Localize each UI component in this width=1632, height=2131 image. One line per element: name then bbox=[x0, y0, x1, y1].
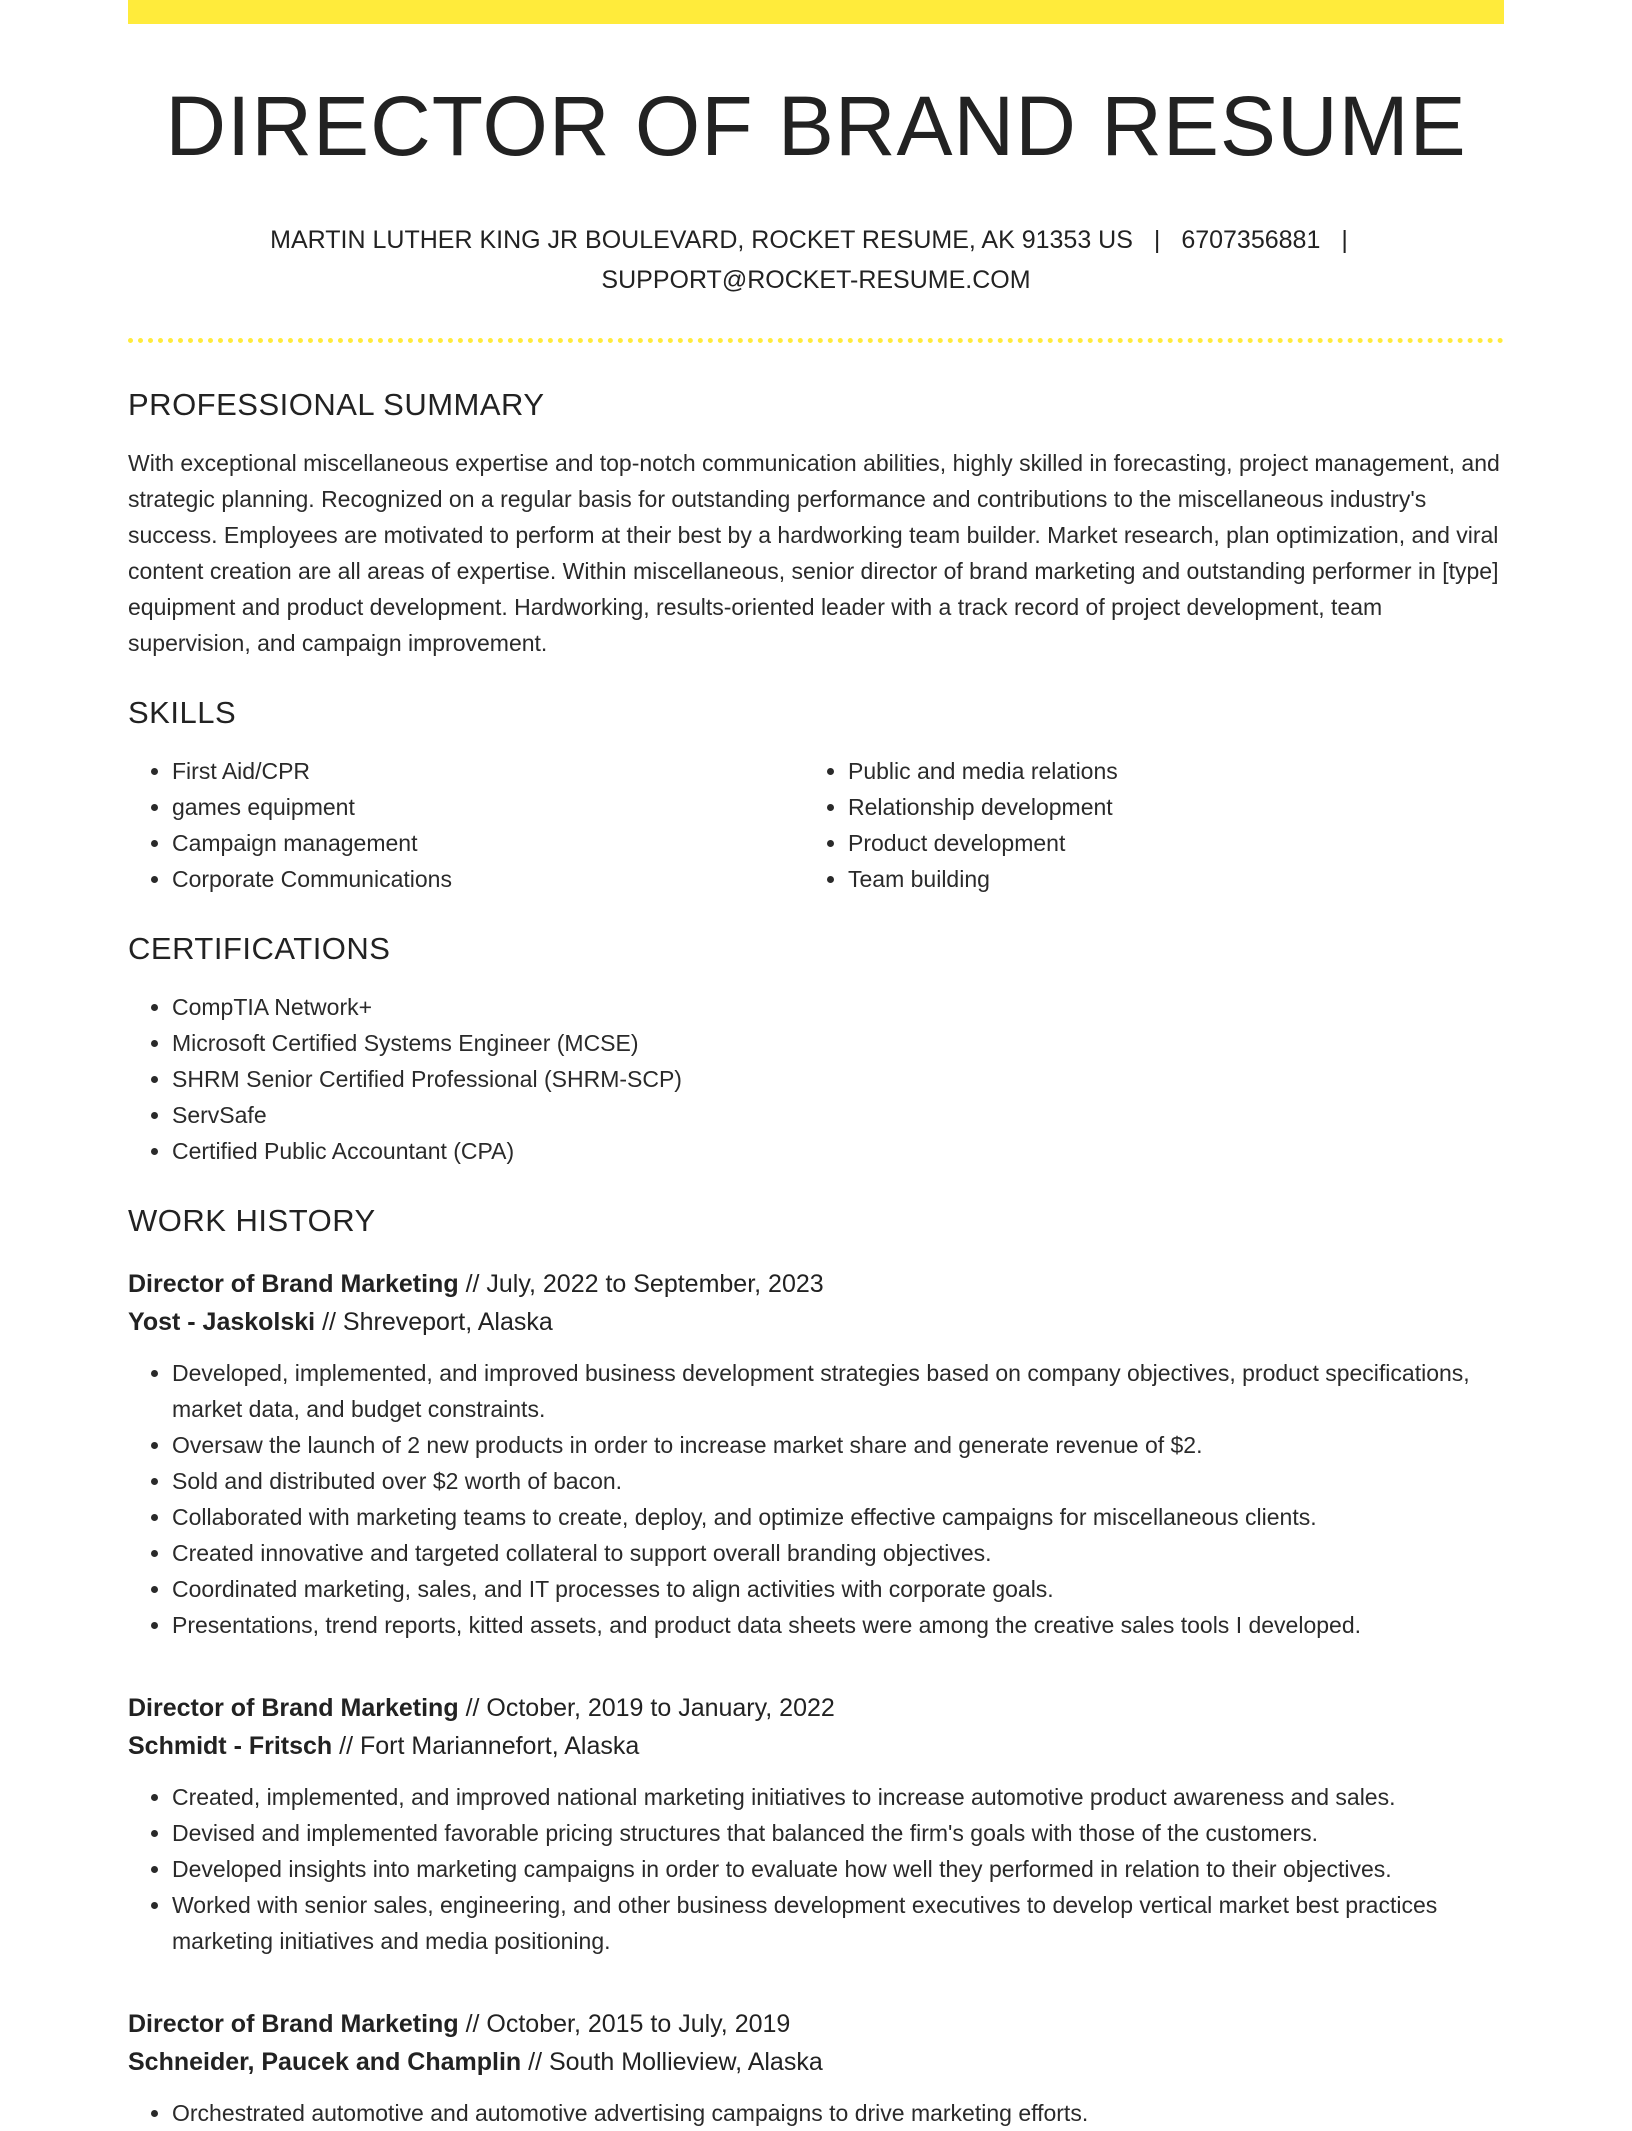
job-role-line bbox=[128, 2005, 1504, 2043]
job-company: Schneider, Paucek and Champlin bbox=[128, 2048, 522, 2077]
skill-item: • Campaign management bbox=[172, 825, 804, 861]
job-bullet: • Coordinated marketing, sales, and IT processes to align activities with corporate goals. bbox=[172, 1571, 1504, 1607]
certifications-heading: CERTIFICATIONS bbox=[128, 931, 391, 967]
job-company-line bbox=[128, 1303, 1504, 1341]
skill-item: • games equipment bbox=[172, 789, 804, 825]
job-location: // Shreveport, Alaska bbox=[322, 1308, 553, 1337]
skills-heading: SKILLS bbox=[128, 695, 237, 731]
top-accent-bar bbox=[128, 0, 1504, 24]
job-bullet: • Sold and distributed over $2 worth of bacon. bbox=[172, 1463, 1504, 1499]
work-history-heading: WORK HISTORY bbox=[128, 1203, 376, 1239]
job-dates: // October, 2015 to July, 2019 bbox=[465, 2010, 791, 2039]
contact-separator: | bbox=[1153, 226, 1161, 255]
skill-item: • Corporate Communications bbox=[172, 861, 804, 897]
skill-item: • Public and media relations bbox=[848, 753, 1480, 789]
summary-heading: PROFESSIONAL SUMMARY bbox=[128, 387, 545, 423]
skill-item: • First Aid/CPR bbox=[172, 753, 804, 789]
job-bullet: • Oversaw the launch of 2 new products in order to increase market share and generate revenue of $2. bbox=[172, 1427, 1504, 1463]
job-company-line bbox=[128, 2043, 1504, 2081]
certification-item: • Microsoft Certified Systems Engineer (MCSE) bbox=[172, 1025, 1504, 1061]
contact-email: SUPPORT@ROCKET-RESUME.COM bbox=[601, 266, 1031, 295]
job-company-line bbox=[128, 1727, 1504, 1765]
job-bullet: • Presentations, trend reports, kitted assets, and product data sheets were among the creative sales tools I developed. bbox=[172, 1607, 1504, 1643]
job-company: Yost - Jaskolski bbox=[128, 1308, 316, 1337]
job-location: // Fort Mariannefort, Alaska bbox=[339, 1732, 640, 1761]
job-role-line bbox=[128, 1265, 1504, 1303]
job-entry bbox=[128, 1265, 1504, 1643]
job-company: Schmidt - Fritsch bbox=[128, 1732, 333, 1761]
certification-item: • SHRM Senior Certified Professional (SHRM-SCP) bbox=[172, 1061, 1504, 1097]
skills-grid bbox=[128, 753, 1504, 897]
job-bullet: • Created, implemented, and improved national marketing initiatives to increase automotive product awareness and sales. bbox=[172, 1779, 1504, 1815]
job-entry bbox=[128, 2005, 1504, 2131]
certification-item: • Certified Public Accountant (CPA) bbox=[172, 1133, 1504, 1169]
job-bullets bbox=[128, 1779, 1504, 1959]
section-divider bbox=[128, 338, 1504, 343]
contact-address: MARTIN LUTHER KING JR BOULEVARD, ROCKET RESUME, AK 91353 US bbox=[270, 226, 1133, 255]
job-role: Director of Brand Marketing bbox=[128, 2010, 459, 2039]
resume-page bbox=[128, 0, 1504, 2131]
contact-separator: | bbox=[1341, 226, 1348, 255]
job-bullet: • Orchestrated automotive and automotive advertising campaigns to drive marketing efforts. bbox=[172, 2095, 1504, 2131]
certifications-list bbox=[128, 989, 1504, 1169]
job-dates: // July, 2022 to September, 2023 bbox=[465, 1270, 824, 1299]
contact-info bbox=[128, 220, 1504, 300]
job-entry bbox=[128, 1689, 1504, 1959]
job-bullet: • Worked with senior sales, engineering, and other business development executives to develop vertical market best practices marketing initiatives and media positioning. bbox=[172, 1887, 1504, 1959]
certification-item: • CompTIA Network+ bbox=[172, 989, 1504, 1025]
job-bullets bbox=[128, 1355, 1504, 1643]
skills-list-right bbox=[804, 753, 1480, 897]
job-location: // South Mollieview, Alaska bbox=[528, 2048, 823, 2077]
job-bullet: • Created innovative and targeted collateral to support overall branding objectives. bbox=[172, 1535, 1504, 1571]
contact-phone: 6707356881 bbox=[1181, 226, 1321, 255]
job-bullet: • Devised and implemented favorable pricing structures that balanced the firm's goals with those of the customers. bbox=[172, 1815, 1504, 1851]
job-role: Director of Brand Marketing bbox=[128, 1270, 459, 1299]
job-dates: // October, 2019 to January, 2022 bbox=[465, 1694, 835, 1723]
job-bullets bbox=[128, 2095, 1504, 2131]
job-role: Director of Brand Marketing bbox=[128, 1694, 459, 1723]
skills-list-left bbox=[128, 753, 804, 897]
skill-item: • Relationship development bbox=[848, 789, 1480, 825]
job-role-line bbox=[128, 1689, 1504, 1727]
job-bullet: • Developed insights into marketing campaigns in order to evaluate how well they performed in relation to their objectives. bbox=[172, 1851, 1504, 1887]
job-bullet: • Collaborated with marketing teams to create, deploy, and optimize effective campaigns for miscellaneous clients. bbox=[172, 1499, 1504, 1535]
certification-item: • ServSafe bbox=[172, 1097, 1504, 1133]
job-bullet: • Developed, implemented, and improved business development strategies based on company objectives, product specifications, market data, and budget constraints. bbox=[172, 1355, 1504, 1427]
summary-text: With exceptional miscellaneous expertise and top-notch communication abilities, highly skilled in forecasting, project management, and strategic planning. Recognized on a regular basis for outstanding performance and contributions to the miscellaneous industry's success. Employees are motivated to perform at their best by a hardworking team builder. Market research, plan optimization, and viral content creation are all areas of expertise. Within miscellaneous, senior director of brand marketing and outstanding performer in [type] equipment and product development. Hardworking, results-oriented leader with a track record of project development, team supervision, and campaign improvement. bbox=[128, 450, 1500, 657]
skill-item: • Product development bbox=[848, 825, 1480, 861]
resume-title: DIRECTOR OF BRAND RESUME bbox=[165, 79, 1467, 173]
skill-item: • Team building bbox=[848, 861, 1480, 897]
